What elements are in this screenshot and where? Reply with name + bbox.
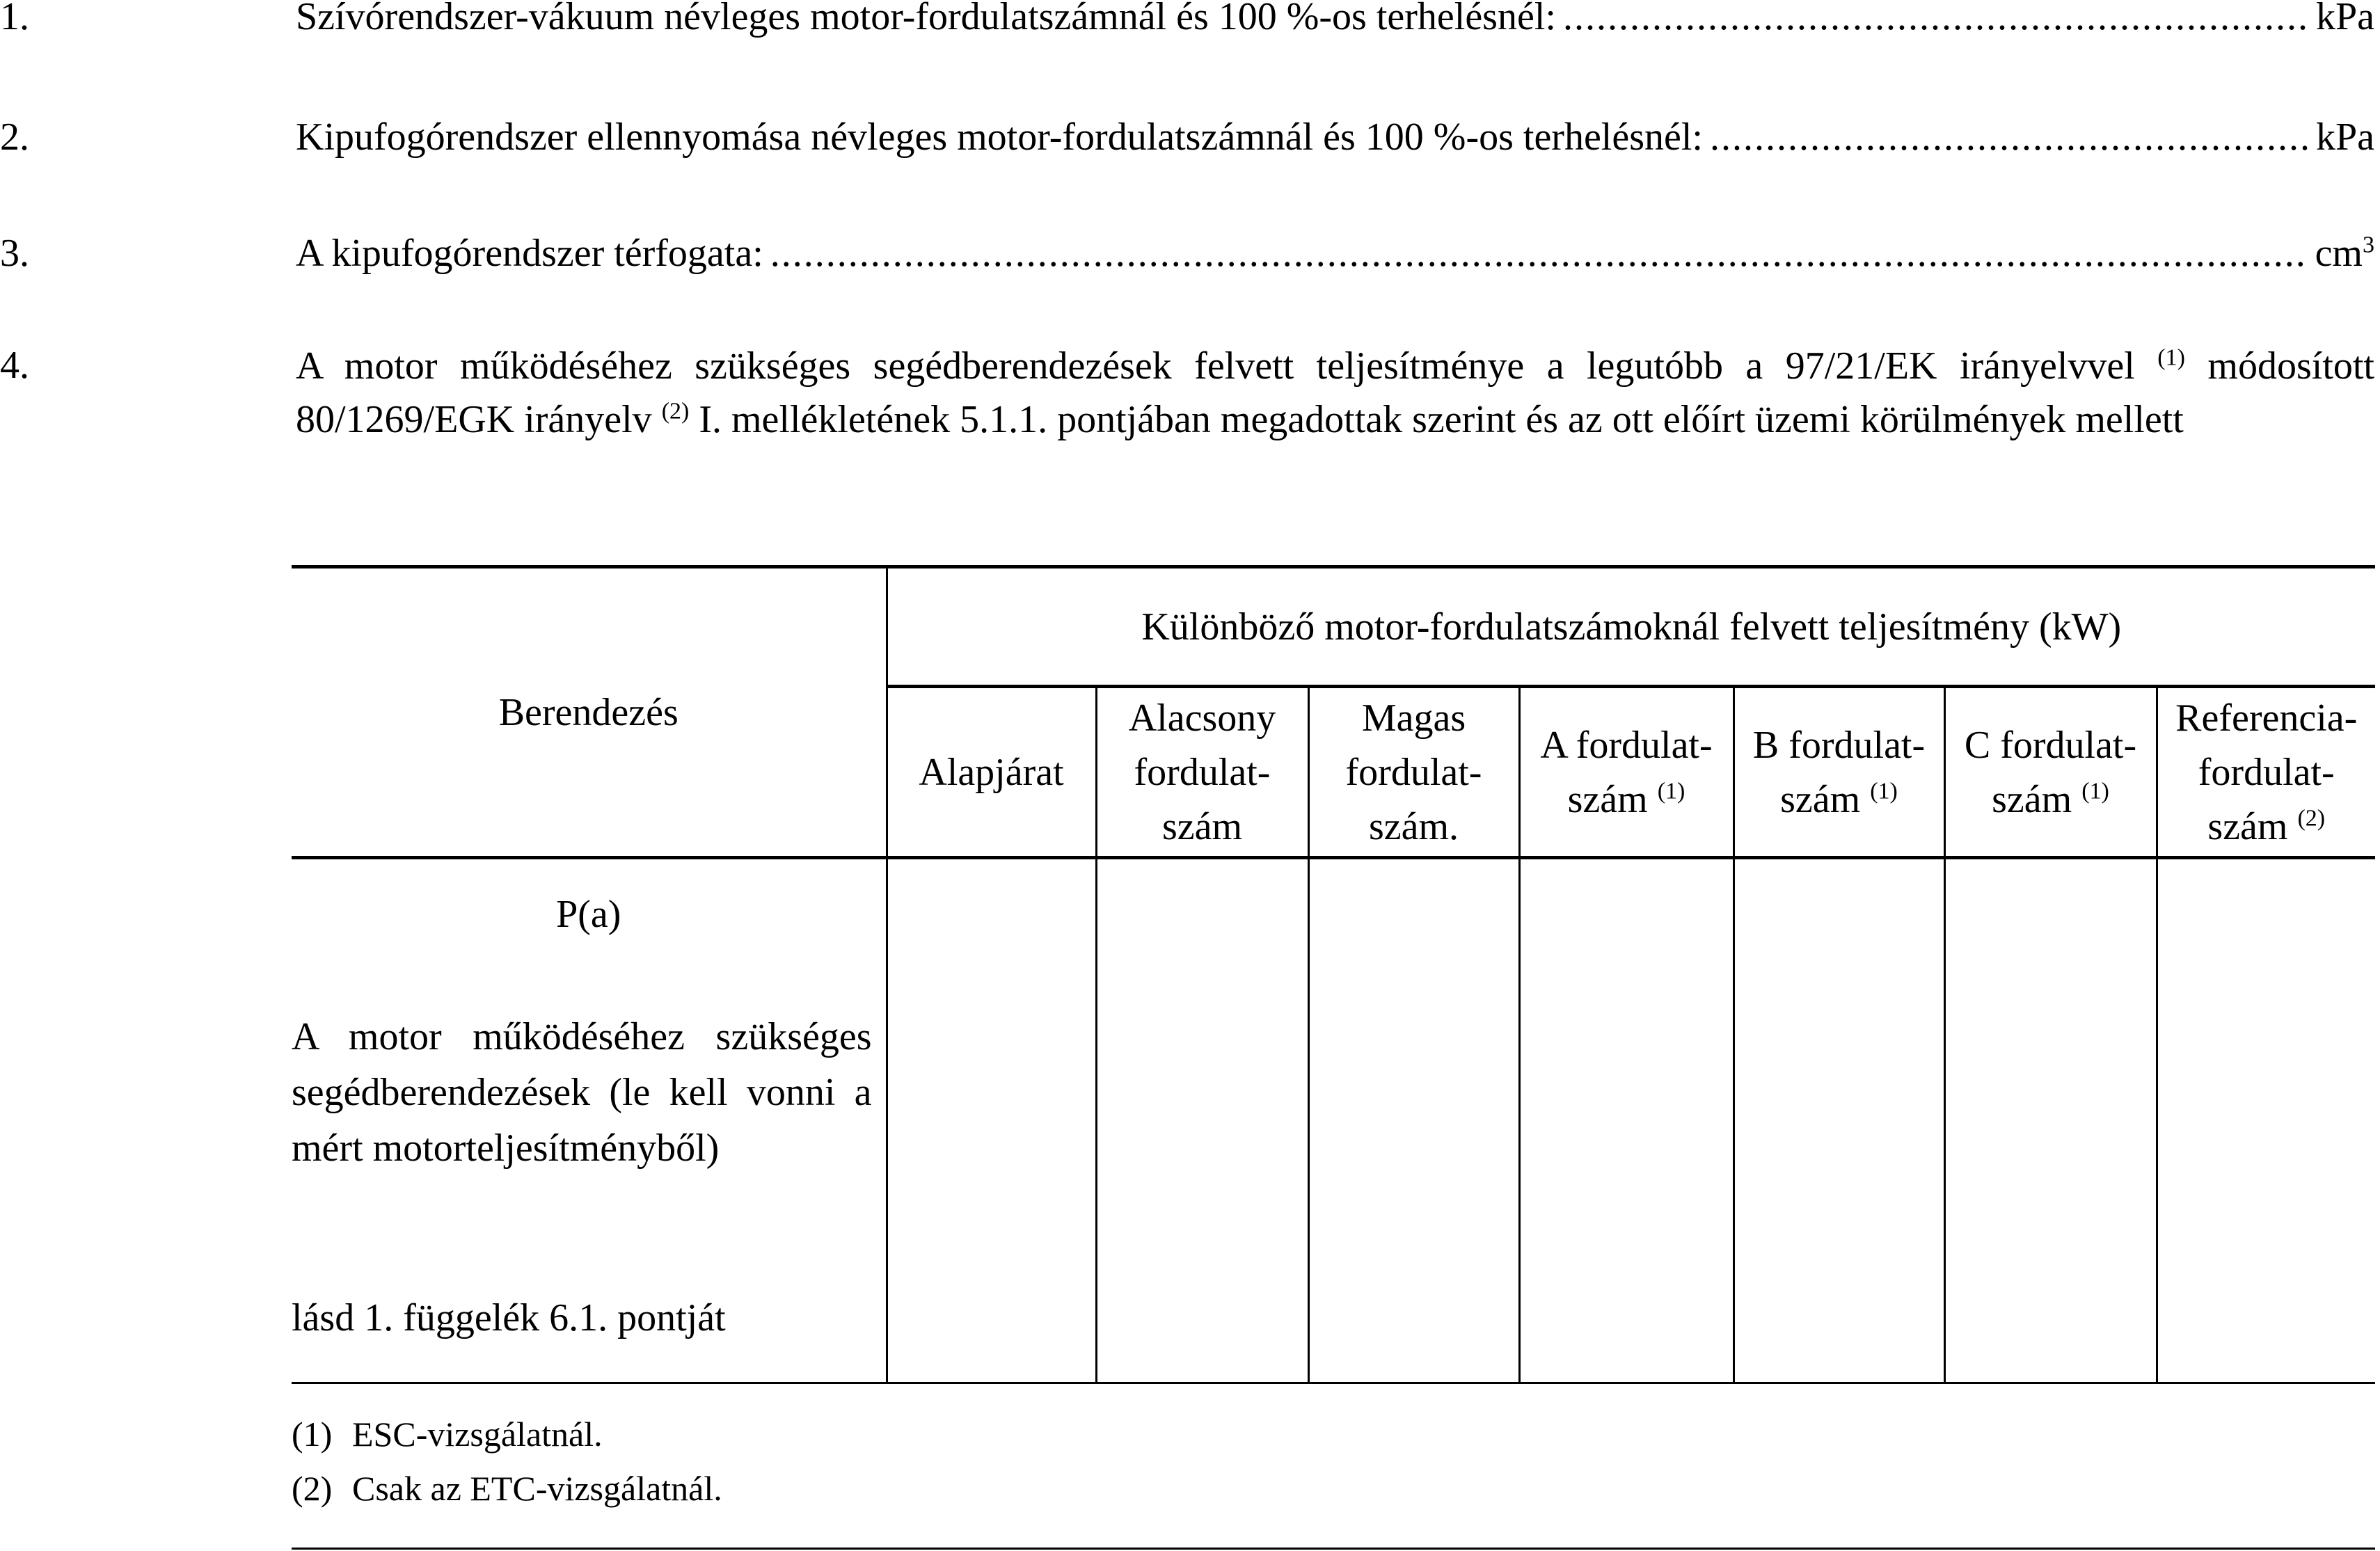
value-cell-speed-c[interactable] [1944, 858, 2157, 1383]
item-2-line [296, 115, 2374, 159]
item-3-line [296, 231, 2374, 276]
power-table [292, 565, 2375, 1384]
header-col-4 [1519, 687, 1734, 858]
item-4-text-c: I. mellékletének 5.1.1. pontjában megadottak szerint és az ott előírt üzemi körülmények mellett [699, 398, 2184, 441]
value-cell-speed-b[interactable] [1734, 858, 1944, 1383]
header-col-3 [1308, 687, 1519, 858]
table-row [292, 858, 2375, 1383]
header-col-2-l1: Alacsony [1128, 696, 1276, 740]
value-cell-speed-a[interactable] [1519, 858, 1734, 1383]
header-col-2 [1096, 687, 1308, 858]
footnote-2-mark: (2) [292, 1469, 333, 1508]
item-4-text [296, 340, 2374, 447]
item-2-number: 2. [0, 116, 29, 159]
header-equipment-text: Berendezés [498, 690, 679, 734]
header-col-1 [887, 687, 1096, 858]
item-4-number: 4. [0, 344, 29, 387]
value-cell-high-speed[interactable] [1308, 858, 1519, 1383]
value-cell-low-speed[interactable] [1096, 858, 1308, 1383]
item-2-text: Kipufogórendszer ellennyomása névleges motor-fordulatszámnál és 100 %-os terhelésnél: [296, 116, 1703, 159]
item-4-text-b: módosított 80/1269/EGK irányelv [296, 344, 2374, 441]
header-col-2-l3: szám [1161, 804, 1243, 848]
row-equipment-cell [292, 858, 887, 1383]
header-col-4-ref: (1) [1657, 777, 1685, 804]
header-col-7-l2: fordulat- [2198, 750, 2335, 794]
footnote-1-mark: (1) [292, 1415, 333, 1454]
dot-leader [770, 231, 2308, 276]
header-col-7 [2157, 687, 2375, 858]
header-col-6 [1944, 687, 2157, 858]
row-note: lásd 1. függelék 6.1. pontját [292, 1296, 726, 1339]
header-col-5-ref: (1) [1870, 777, 1898, 804]
item-4-text-a: A motor működéséhez szükséges segédberendezések felvett teljesítménye a legutóbb a 97/21/EK irányelvvel [296, 344, 2135, 388]
footnote-1 [292, 1414, 603, 1454]
header-col-5-l2: szám [1780, 777, 1861, 821]
footnote-ref-2: (2) [661, 398, 690, 424]
row-label: P(a) [556, 893, 621, 936]
item-1-text: Szívórendszer-vákuum névleges motor-fordulatszámnál és 100 %-os terhelésnél: [296, 0, 1556, 38]
item-3-unit [2315, 231, 2374, 276]
header-col-3-l1: Magas [1361, 696, 1466, 740]
footnote-2-text: Csak az ETC-vizsgálatnál. [352, 1469, 722, 1508]
item-1-line [296, 0, 2374, 39]
header-col-6-l2: szám [1992, 777, 2072, 821]
header-col-7-l3: szám [2207, 804, 2288, 848]
header-col-3-l2: fordulat- [1345, 750, 1482, 794]
header-col-3-l3: szám. [1368, 804, 1459, 848]
header-col-4-l1: A fordulat- [1540, 723, 1713, 767]
header-group-text: Különböző motor-fordulatszámoknál felvett teljesítmény (kW) [1141, 605, 2122, 649]
item-1-unit: kPa [2316, 0, 2374, 38]
item-3-number: 3. [0, 232, 29, 275]
header-equipment [292, 567, 887, 858]
item-1-number: 1. [0, 0, 29, 38]
header-col-6-l1: C fordulat- [1964, 723, 2137, 767]
header-col-2-l2: fordulat- [1134, 750, 1271, 794]
value-cell-reference-speed[interactable] [2157, 858, 2375, 1383]
header-col-5-l1: B fordulat- [1752, 723, 1926, 767]
header-col-7-ref: (2) [2297, 804, 2326, 831]
footnote-2 [292, 1468, 722, 1509]
dot-leader [1563, 0, 2309, 39]
header-col-7-l1: Referencia- [2175, 696, 2358, 740]
header-col-6-ref: (1) [2081, 777, 2109, 804]
dot-leader [1710, 115, 2309, 159]
item-3-text: A kipufogórendszer térfogata: [296, 232, 763, 275]
header-group [887, 567, 2375, 687]
unit-text: cm [2315, 232, 2363, 275]
header-col-4-l2: szám [1567, 777, 1648, 821]
bottom-rule [292, 1548, 2375, 1550]
row-description: A motor működéséhez szükséges segédberendezések (le kell vonni a mért motorteljesítményből) [292, 1015, 872, 1170]
header-col-1-l1: Alapjárat [919, 750, 1064, 794]
footnote-ref-1: (1) [2157, 344, 2185, 371]
value-cell-idle[interactable] [887, 858, 1096, 1383]
footnote-1-text: ESC-vizsgálatnál. [352, 1415, 603, 1454]
item-2-unit: kPa [2316, 116, 2374, 159]
unit-superscript: 3 [2363, 232, 2374, 258]
header-col-5 [1734, 687, 1944, 858]
